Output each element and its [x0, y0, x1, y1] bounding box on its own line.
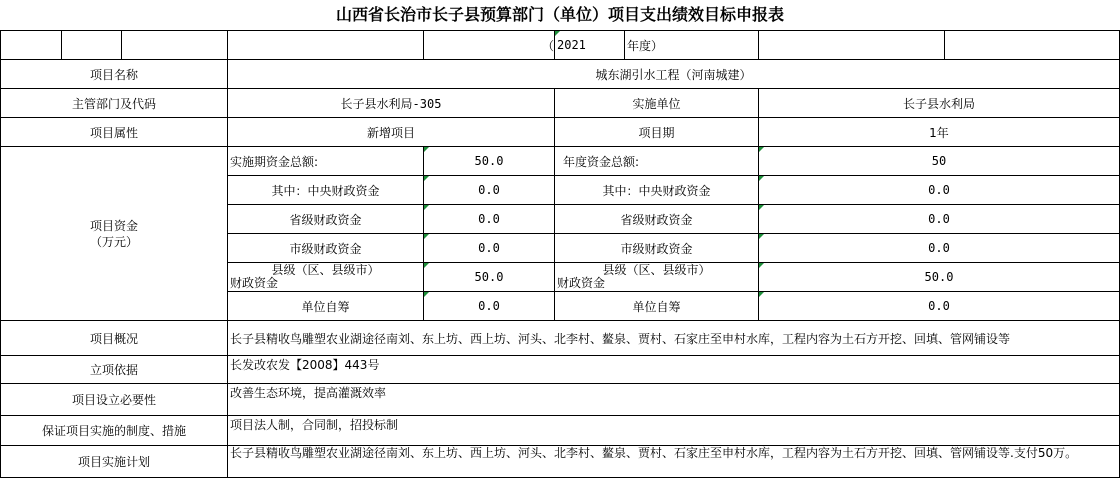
funds-left-label: 市级财政资金 [228, 234, 424, 263]
attr-value[interactable]: 新增项目 [228, 118, 555, 147]
cell-empty[interactable] [62, 31, 122, 60]
row-measures [1, 416, 1120, 446]
funds-row [1, 147, 1120, 176]
plan-label: 项目实施计划 [1, 446, 228, 478]
attr-label: 项目属性 [1, 118, 228, 147]
dept-label: 主管部门及代码 [1, 89, 228, 118]
funds-label-line1: 项目资金 [89, 218, 138, 233]
report-table [0, 30, 1120, 478]
funds-left-label: 省级财政资金 [228, 205, 424, 234]
funds-left-label: 其中：中央财政资金 [228, 176, 424, 205]
project-name-value[interactable]: 城东湖引水工程（河南城建） [228, 60, 1120, 89]
overview-value[interactable]: 长子县精收鸟雕塑农业湖途径南刘、东上坊、西上坊、河头、北李村、鳌泉、贾村、石家庄至申村水库，工程内容为土石方开挖、回填、管网铺设等 [228, 321, 1120, 356]
cell-empty[interactable] [122, 31, 228, 60]
row-basis [1, 356, 1120, 384]
period-value[interactable]: 1年 [759, 118, 1120, 147]
period-label: 项目期 [555, 118, 759, 147]
funds-right-value[interactable]: 0.0 [759, 292, 1120, 321]
funds-right-value[interactable]: 50 [759, 147, 1120, 176]
dept-value[interactable]: 长子县水利局-305 [228, 89, 555, 118]
funds-left-value[interactable]: 0.0 [424, 292, 555, 321]
funds-left-label: 实施期资金总额: [228, 147, 424, 176]
funds-label-line2: （万元） [89, 234, 138, 249]
impl-unit-label: 实施单位 [555, 89, 759, 118]
funds-left-label [228, 263, 424, 292]
funds-right-label: 年度资金总额: [555, 147, 759, 176]
funds-left-value[interactable]: 50.0 [424, 263, 555, 292]
funds-right-value[interactable]: 0.0 [759, 234, 1120, 263]
basis-value[interactable]: 长发改农发【2008】443号 [228, 356, 1120, 384]
row-attribute [1, 118, 1120, 147]
project-name-label: 项目名称 [1, 60, 228, 89]
funds-right-value[interactable]: 0.0 [759, 176, 1120, 205]
row-project-name [1, 60, 1120, 89]
row-department [1, 89, 1120, 118]
row-overview [1, 321, 1120, 356]
page-title: 山西省长治市长子县预算部门（单位）项目支出绩效目标申报表 [335, 5, 784, 24]
row-necessity [1, 384, 1120, 416]
funds-label [1, 147, 228, 321]
cell-empty[interactable] [945, 31, 1120, 60]
funds-right-value[interactable]: 0.0 [759, 205, 1120, 234]
basis-label: 立项依据 [1, 356, 228, 384]
funds-left-label-top: 县级（区、县级市） [271, 263, 380, 277]
funds-left-value[interactable]: 0.0 [424, 234, 555, 263]
row-plan [1, 446, 1120, 478]
impl-unit-value[interactable]: 长子县水利局 [759, 89, 1120, 118]
plan-value[interactable]: 长子县精收鸟雕塑农业湖途径南刘、东上坊、西上坊、河头、北李村、鳌泉、贾村、石家庄至申村水库，工程内容为土石方开挖、回填、管网铺设等.支付50万。 [228, 446, 1120, 478]
necessity-value[interactable]: 改善生态环境，提高灌溉效率 [228, 384, 1120, 416]
necessity-label: 项目设立必要性 [1, 384, 228, 416]
funds-left-label: 单位自筹 [228, 292, 424, 321]
funds-left-value[interactable]: 0.0 [424, 176, 555, 205]
funds-right-value[interactable]: 50.0 [759, 263, 1120, 292]
funds-right-label-bot: 财政资金 [557, 276, 606, 290]
funds-left-value[interactable]: 50.0 [424, 147, 555, 176]
funds-left-label-bot: 财政资金 [230, 276, 279, 290]
cell-empty[interactable] [228, 31, 424, 60]
year-value[interactable]: 2021 [555, 31, 625, 60]
cell-empty[interactable] [759, 31, 945, 60]
funds-right-label: 单位自筹 [555, 292, 759, 321]
measures-label: 保证项目实施的制度、措施 [1, 416, 228, 446]
year-open-paren[interactable]: （ [424, 31, 555, 60]
overview-label: 项目概况 [1, 321, 228, 356]
cell-empty[interactable] [1, 31, 62, 60]
funds-left-value[interactable]: 0.0 [424, 205, 555, 234]
measures-value[interactable]: 项目法人制，合同制，招投标制 [228, 416, 1120, 446]
funds-right-label: 其中：中央财政资金 [555, 176, 759, 205]
funds-right-label: 省级财政资金 [555, 205, 759, 234]
funds-right-label [555, 263, 759, 292]
funds-right-label-top: 县级（区、县级市） [602, 263, 711, 277]
funds-right-label: 市级财政资金 [555, 234, 759, 263]
year-row [1, 31, 1120, 60]
year-suffix[interactable]: 年度） [625, 31, 759, 60]
